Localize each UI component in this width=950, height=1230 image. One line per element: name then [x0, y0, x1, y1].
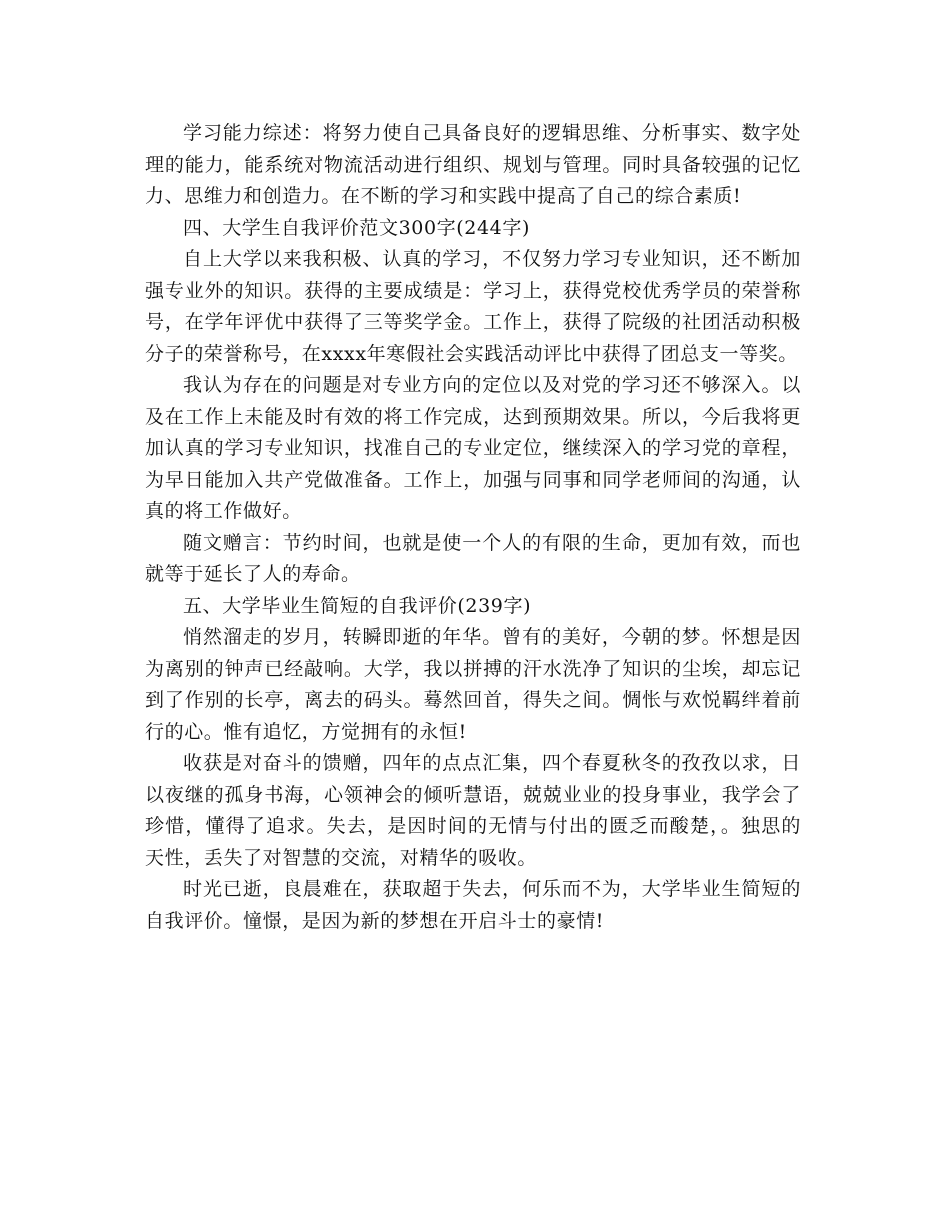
paragraph-achievements: 自上大学以来我积极、认真的学习，不仅努力学习专业知识，还不断加强专业外的知识。获得的主要成绩是：学习上，获得党校优秀学员的荣誉称号，在学年评优中获得了三等奖学金。工作上，获得了院级的社团活动积极分子的荣誉称号，在xxxx年寒假社会实践活动评比中获得了团总支一等奖。: [145, 248, 801, 365]
paragraph-years-passed: 悄然溜走的岁月，转瞬即逝的年华。曾有的美好，今朝的梦。怀想是因为离别的钟声已经敲响。大学，我以拼搏的汗水洗净了知识的尘埃，却忘记到了作别的长亭，离去的码头。蓦然回首，得失之间。惆怅与欢悦羁绊着前行的心。惟有追忆，方觉拥有的永恒!: [145, 626, 801, 743]
paragraph-closing: 时光已逝，良晨难在，获取超于失去，何乐而不为，大学毕业生简短的自我评价。憧憬，是因为新的梦想在开启斗士的豪情!: [145, 878, 801, 932]
paragraph-quote: 随文赠言：节约时间，也就是使一个人的有限的生命，更加有效，而也就等于延长了人的寿命。: [145, 531, 801, 585]
document-body: [145, 118, 801, 937]
section-heading-4: 四、大学生自我评价范文300字(244字): [183, 216, 530, 239]
section-heading-5: 五、大学毕业生简短的自我评价(239字): [183, 594, 532, 617]
paragraph-learning-ability: 学习能力综述：将努力使自己具备良好的逻辑思维、分析事实、数字处理的能力，能系统对物流活动进行组织、规划与管理。同时具备较强的记忆力、思维力和创造力。在不断的学习和实践中提高了自己的综合素质!: [145, 122, 801, 207]
paragraph-problems: 我认为存在的问题是对专业方向的定位以及对党的学习还不够深入。以及在工作上未能及时有效的将工作完成，达到预期效果。所以，今后我将更加认真的学习专业知识，找准自己的专业定位，继续深入的学习党的章程，为早日能加入共产党做准备。工作上，加强与同事和同学老师间的沟通，认真的将工作做好。: [145, 374, 801, 522]
paragraph-harvest: 收获是对奋斗的馈赠，四年的点点汇集，四个春夏秋冬的孜孜以求，日以夜继的孤身书海，心领神会的倾听慧语，兢兢业业的投身事业，我学会了珍惜，懂得了追求。失去，是因时间的无情与付出的匮乏而酸楚，。独思的天性，丢失了对智慧的交流，对精华的吸收。: [145, 752, 801, 869]
